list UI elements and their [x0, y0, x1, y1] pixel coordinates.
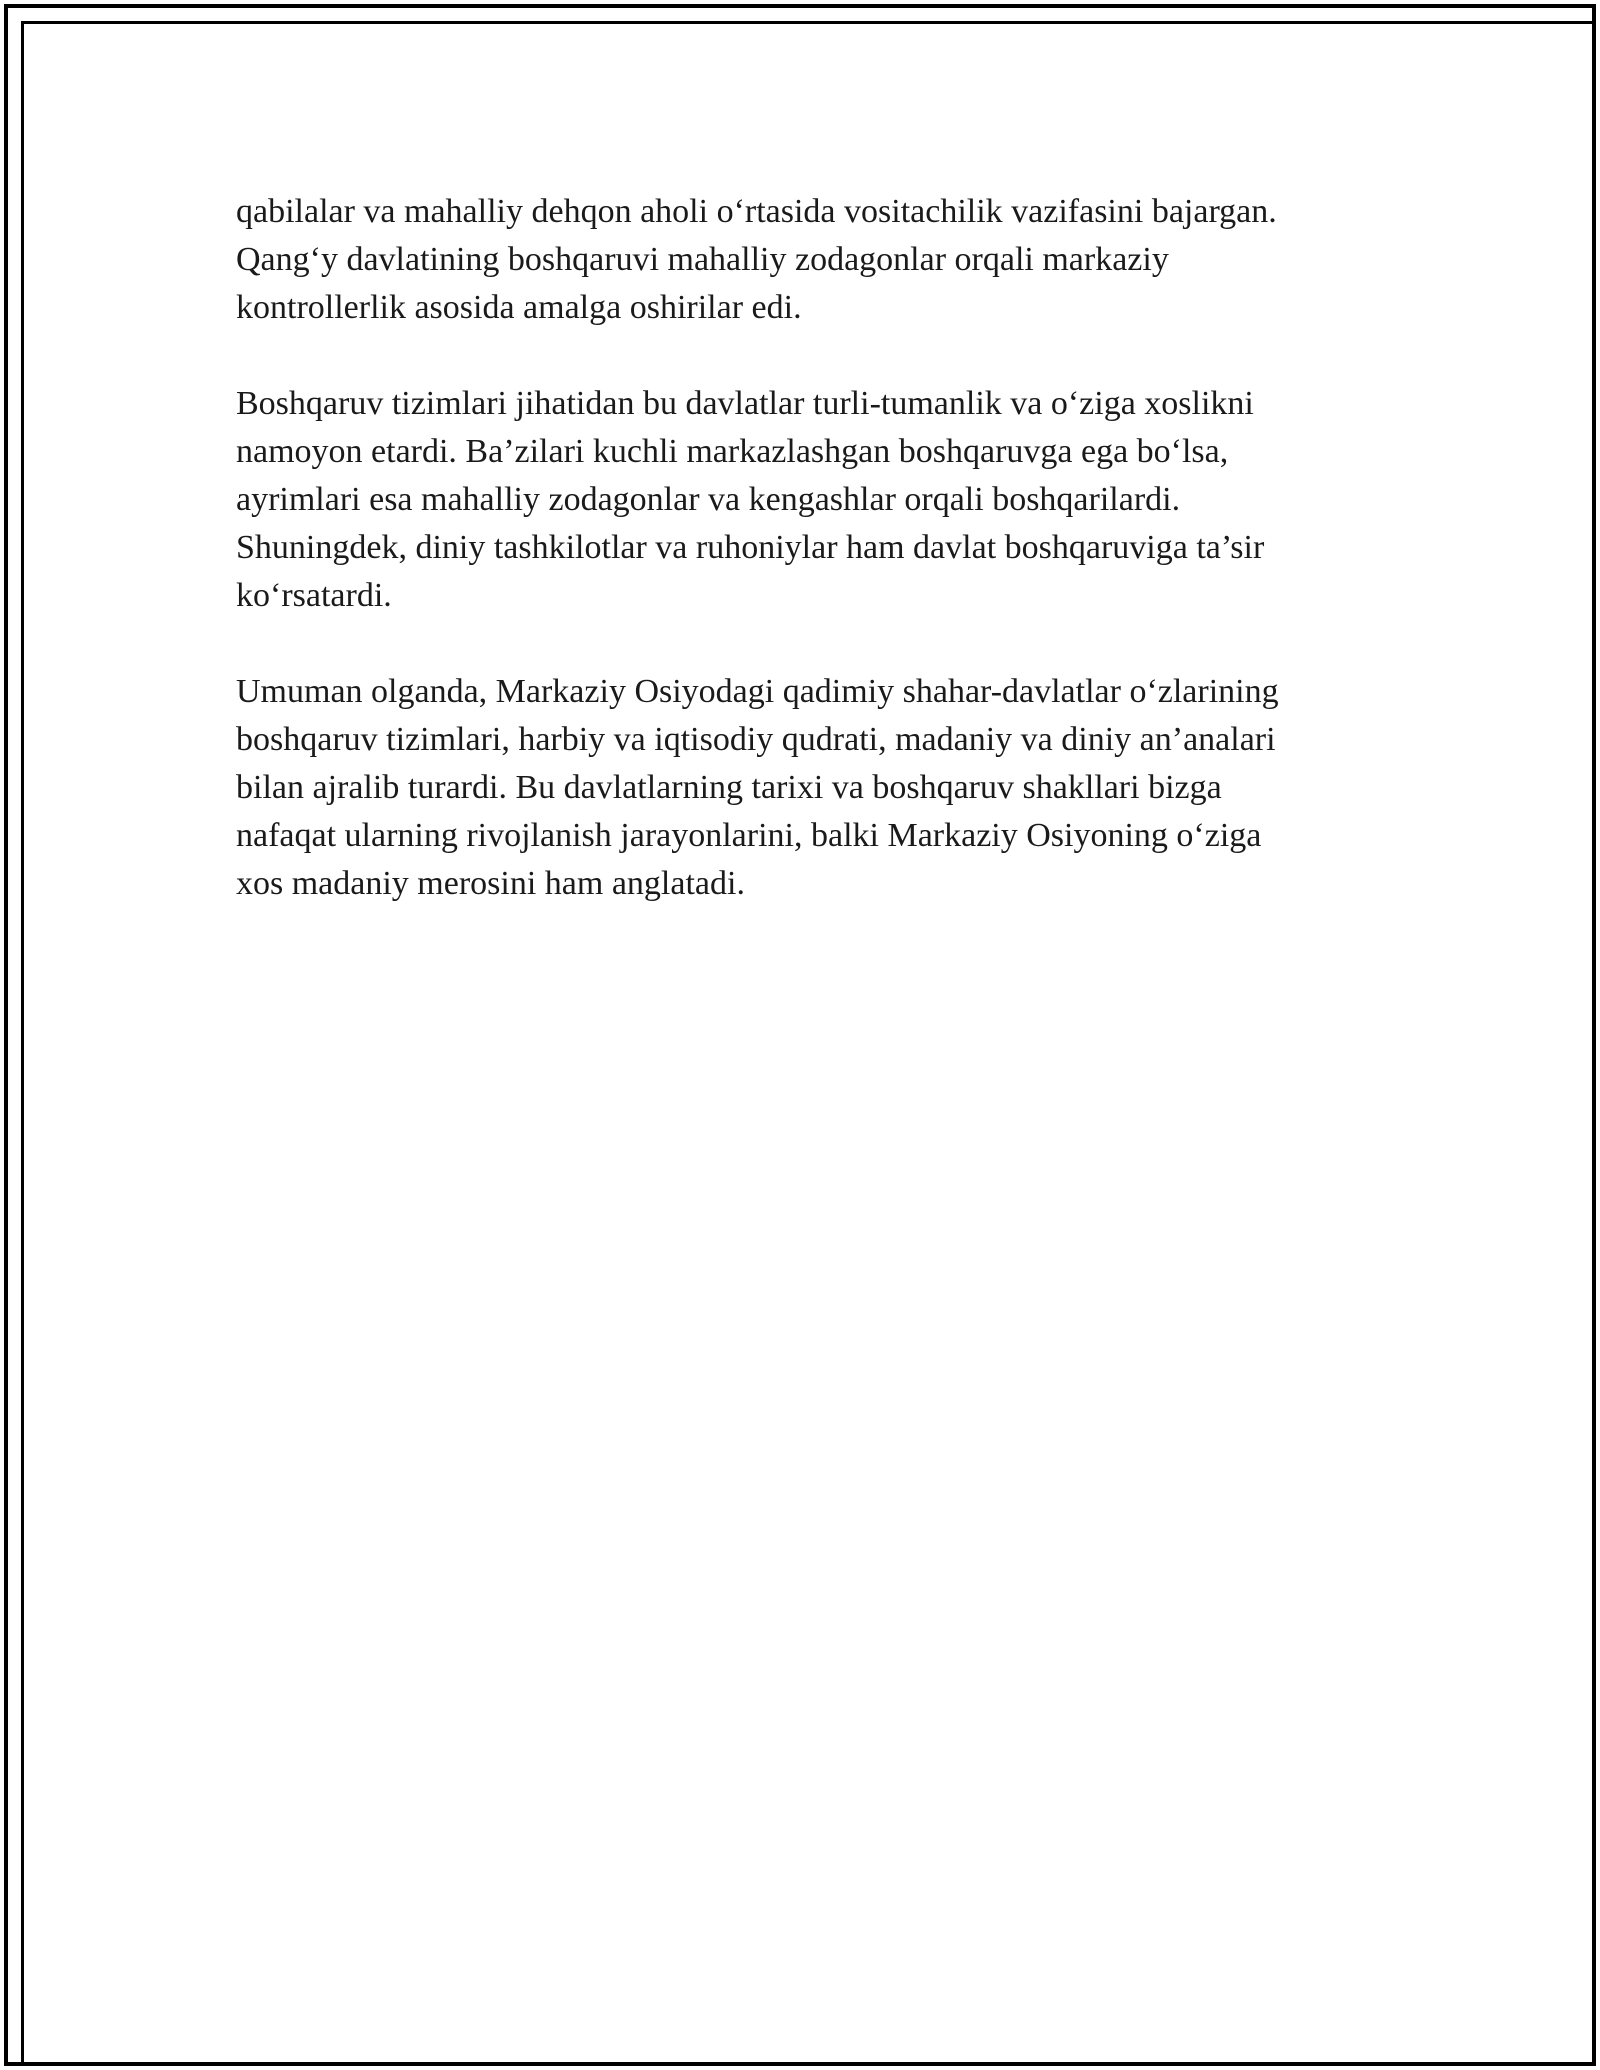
text-line: ko‘rsatardi.: [236, 577, 392, 614]
text-line: bilan ajralib turardi. Bu davlatlarning tarixi va boshqaruv shakllari bizga: [236, 769, 1222, 806]
text-line: Shuningdek, diniy tashkilotlar va ruhoniylar ham davlat boshqaruviga ta’sir: [236, 529, 1265, 566]
text-line: namoyon etardi. Ba’zilari kuchli markazlashgan boshqaruvga ega bo‘lsa,: [236, 433, 1229, 470]
text-line: qabilalar va mahalliy dehqon aholi o‘rtasida vositachilik vazifasini bajargan.: [236, 193, 1277, 230]
text-line: nafaqat ularning rivojlanish jarayonlarini, balki Markaziy Osiyoning o‘ziga: [236, 817, 1262, 854]
text-line: Boshqaruv tizimlari jihatidan bu davlatlar turli-tumanlik va o‘ziga xoslikni: [236, 385, 1254, 422]
text-line: kontrollerlik asosida amalga oshirilar edi.: [236, 289, 802, 326]
text-line: Umuman olganda, Markaziy Osiyodagi qadimiy shahar-davlatlar o‘zlarining: [236, 673, 1279, 710]
document-body: [236, 188, 1376, 956]
text-line: boshqaruv tizimlari, harbiy va iqtisodiy qudrati, madaniy va diniy an’analari: [236, 721, 1276, 758]
paragraph-1: [236, 188, 1376, 332]
paragraph-2: [236, 380, 1376, 620]
text-line: xos madaniy merosini ham anglatadi.: [236, 865, 745, 902]
paragraph-3: [236, 668, 1376, 908]
text-line: ayrimlari esa mahalliy zodagonlar va kengashlar orqali boshqarilardi.: [236, 481, 1181, 518]
text-line: Qang‘y davlatining boshqaruvi mahalliy zodagonlar orqali markaziy: [236, 241, 1169, 278]
